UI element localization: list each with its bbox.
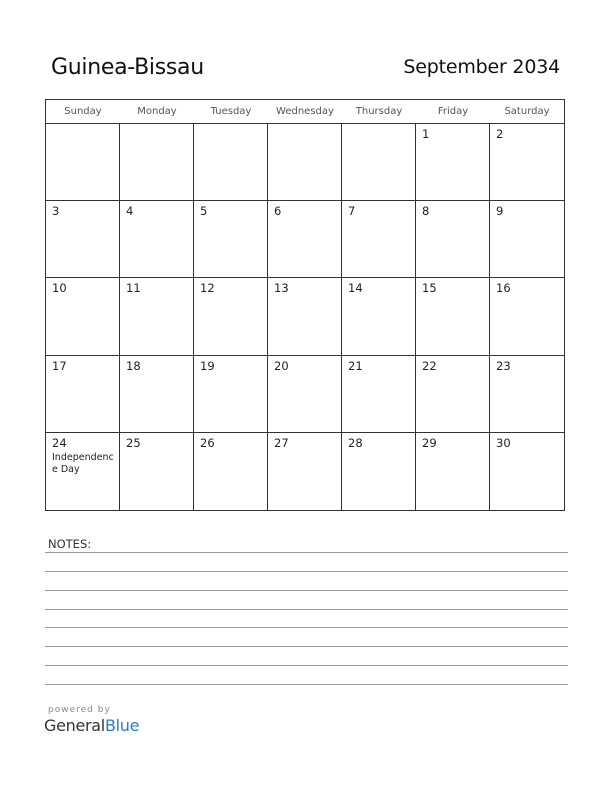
day-number: 19 <box>200 358 215 373</box>
month-title: September 2034 <box>403 56 560 78</box>
day-number: 18 <box>126 358 141 373</box>
day-number: 2 <box>496 127 504 141</box>
day-number: 11 <box>126 281 141 296</box>
empty-day-cell <box>46 124 120 201</box>
calendar-grid <box>45 99 565 511</box>
weekday-tuesday: Tuesday <box>210 106 252 117</box>
holiday-label: Independence Day <box>52 451 114 475</box>
day-number: 10 <box>52 281 67 296</box>
day-cell-16 <box>490 278 564 355</box>
day-number: 8 <box>422 204 430 219</box>
day-number: 6 <box>274 204 282 219</box>
day-cell-2 <box>490 124 564 201</box>
weekday-friday: Friday <box>437 106 469 117</box>
empty-day-cell <box>268 124 342 201</box>
note-line <box>45 627 568 628</box>
day-cell-28 <box>342 433 416 510</box>
day-cell-1 <box>416 124 490 201</box>
country-title: Guinea-Bissau <box>51 55 204 80</box>
brand-general: General <box>44 716 105 735</box>
day-cell-23 <box>490 356 564 433</box>
day-cell-20 <box>268 356 342 433</box>
weekday-monday: Monday <box>137 106 177 117</box>
day-number: 3 <box>52 204 60 219</box>
day-cell-25 <box>120 433 194 510</box>
day-cell-26 <box>194 433 268 510</box>
day-number: 13 <box>274 281 289 296</box>
day-cell-14 <box>342 278 416 355</box>
day-cell-12 <box>194 278 268 355</box>
note-line <box>45 665 568 666</box>
day-cell-27 <box>268 433 342 510</box>
day-cell-9 <box>490 201 564 278</box>
day-number: 25 <box>126 435 141 450</box>
day-cell-8 <box>416 201 490 278</box>
day-number: 17 <box>52 358 67 373</box>
note-line <box>45 684 568 685</box>
day-number: 5 <box>200 204 208 219</box>
day-cell-24 <box>46 433 120 510</box>
weekday-wednesday: Wednesday <box>276 106 334 117</box>
day-number: 15 <box>422 281 437 296</box>
day-number: 26 <box>200 435 215 450</box>
brand-blue: Blue <box>104 716 140 735</box>
weekday-header-row <box>46 100 564 124</box>
day-cell-17 <box>46 356 120 433</box>
day-cell-22 <box>416 356 490 433</box>
powered-by-text: powered by <box>48 705 111 715</box>
weekday-thursday: Thursday <box>355 106 403 117</box>
note-line <box>45 609 568 610</box>
empty-day-cell <box>342 124 416 201</box>
day-number: 22 <box>422 358 437 373</box>
day-cell-10 <box>46 278 120 355</box>
day-cell-3 <box>46 201 120 278</box>
day-cell-18 <box>120 356 194 433</box>
day-number: 14 <box>348 281 363 296</box>
weekday-sunday: Sunday <box>64 106 102 117</box>
notes-label: NOTES: <box>48 537 92 551</box>
day-number: 27 <box>274 435 289 450</box>
day-number: 28 <box>348 435 363 450</box>
note-line <box>45 552 568 553</box>
empty-day-cell <box>120 124 194 201</box>
day-number: 4 <box>126 204 134 219</box>
day-number: 29 <box>422 435 437 450</box>
day-cell-13 <box>268 278 342 355</box>
day-number: 30 <box>496 435 511 450</box>
day-cell-15 <box>416 278 490 355</box>
day-number: 16 <box>496 281 511 296</box>
day-number: 1 <box>422 127 430 141</box>
day-number: 9 <box>496 204 504 219</box>
day-cell-11 <box>120 278 194 355</box>
day-cell-30 <box>490 433 564 510</box>
note-line <box>45 646 568 647</box>
empty-day-cell <box>194 124 268 201</box>
day-number: 23 <box>496 358 511 373</box>
day-cell-4 <box>120 201 194 278</box>
day-number: 24 <box>52 435 67 450</box>
generalblue-logo <box>44 716 139 735</box>
day-cell-5 <box>194 201 268 278</box>
day-cell-19 <box>194 356 268 433</box>
day-number: 7 <box>348 204 356 219</box>
note-line <box>45 590 568 591</box>
calendar-body <box>46 124 564 510</box>
day-number: 12 <box>200 281 215 296</box>
day-cell-6 <box>268 201 342 278</box>
day-cell-7 <box>342 201 416 278</box>
weekday-saturday: Saturday <box>504 106 550 117</box>
day-cell-29 <box>416 433 490 510</box>
note-line <box>45 571 568 572</box>
day-number: 20 <box>274 358 289 373</box>
day-number: 21 <box>348 358 363 373</box>
day-cell-21 <box>342 356 416 433</box>
